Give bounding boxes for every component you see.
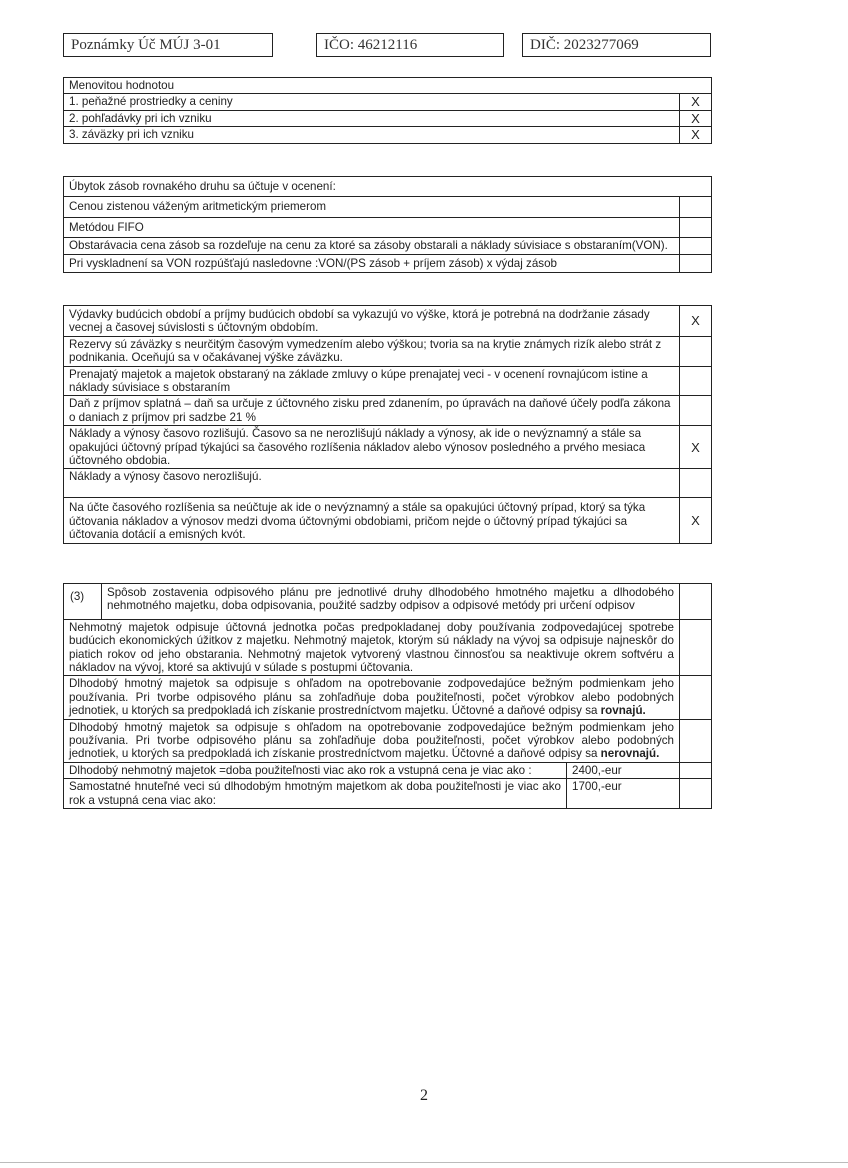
empty-cell xyxy=(680,779,712,809)
table-row xyxy=(64,217,712,237)
empty-cell xyxy=(680,762,712,778)
table-row xyxy=(64,254,712,272)
table-row xyxy=(64,366,712,396)
row-mark xyxy=(680,469,712,498)
tangible-asset-unequal-body: Dlhodobý hmotný majetok sa odpisuje s ohľadom na opotrebovanie zodpovedajúce bežným podmienkam jeho používania. Pri tvorbe odpisového plánu sa zohľadňuje doba použiteľnosti, počet výrobkov alebo podobných jednotiek, u ktorých sa predpokladá ich získanie prostredníctvom majetku. Účtovné a daňové odpisy sa xyxy=(69,720,674,761)
notes-label: Poznámky Úč MÚJ 3-01 xyxy=(71,37,221,53)
table-row xyxy=(64,336,712,366)
intangible-asset-text: Nehmotný majetok odpisuje účtovná jednotka počas predpokladanej doby používania zodpovedajúcej spotrebe budúcich ekonomických úžitkov z majetku. Nehmotný majetok, ktorým sú náklady na vývoj sa odpisuje najneskôr do piatich rokov od jeho obstarania. Nehmotný majetok vytvorený vlastnou činnosťou sa neaktivuje okrem softvéru a nákladov na vývoj, ktoré sa aktivujú v súlade s postupmi účtovania. xyxy=(64,619,680,676)
row-text: Náklady a výnosy časovo rozlišujú. Časovo sa ne nerozlišujú náklady a výnosy, ak ide o nevýznamný a stále sa opakujúci účtovný prípad týkajúci sa časového rozlíšenia nákladov alebo výnosov posledného a prvého mesiaca účtovného obdobia. xyxy=(64,426,680,469)
row-mark xyxy=(680,366,712,396)
row-text: Výdavky budúcich období a príjmy budúcich období sa vykazujú vo výške, ktorá je potrebná na dodržanie zásady vecnej a časovej súvislosti s účtovným obdobím. xyxy=(64,306,680,337)
accounting-policies-table xyxy=(63,305,712,544)
table-row xyxy=(64,762,712,778)
notes-label-box xyxy=(63,33,273,57)
ico-box xyxy=(316,33,504,57)
tangible-asset-unequal-text xyxy=(64,719,680,762)
row-mark: X xyxy=(680,127,712,143)
row-text: Metódou FIFO xyxy=(64,217,680,237)
intangible-limit-value: 2400,-eur xyxy=(567,762,680,778)
row-mark: X xyxy=(680,498,712,543)
row-mark xyxy=(680,254,712,272)
row-text: Rezervy sú záväzky s neurčitým časovým vymedzením alebo výškou; tvoria sa na krytie známych rizík alebo strát z podnikania. Oceňujú sa v očakávanej výške záväzku. xyxy=(64,336,680,366)
table-row xyxy=(64,110,712,126)
row-text: Cenou zistenou váženým aritmetickým priemerom xyxy=(64,197,680,217)
row-text: 2. pohľadávky pri ich vzniku xyxy=(64,110,680,126)
table-row xyxy=(64,306,712,337)
row-text: Daň z príjmov splatná – daň sa určuje z účtovného zisku pred zdanením, po úpravách na daňové účely podľa zákona o daniach z príjmov pri sadzbe 21 % xyxy=(64,396,680,426)
empty-cell xyxy=(680,619,712,676)
movable-limit-value: 1700,-eur xyxy=(567,779,680,809)
table-row xyxy=(64,676,712,719)
row-text: 1. peňažné prostriedky a ceniny xyxy=(64,94,680,110)
row-text: Obstarávacia cena zásob sa rozdeľuje na cenu za ktoré sa zásoby obstarali a náklady súvisiace s obstaraním(VON). xyxy=(64,238,680,254)
row-text: Na účte časového rozlíšenia sa neúčtuje ak ide o nevýznamný a stále sa opakujúci účtovný prípad, ktorý sa týka účtovania nákladov a výnosov medzi dvoma účtovnými obdobiami, pričom nejde o účtovný prípad týkajúci sa účtovania dotácií a emisných kvót. xyxy=(64,498,680,543)
row-text: Pri vyskladnení sa VON rozpúšťajú nasledovne :VON/(PS zásob + príjem zásob) x výdaj zásob xyxy=(64,254,680,272)
table-title: Úbytok zásob rovnakého druhu sa účtuje v ocenení: xyxy=(64,177,712,197)
row-mark: X xyxy=(680,426,712,469)
row-mark: X xyxy=(680,94,712,110)
row-mark xyxy=(680,217,712,237)
table-row xyxy=(64,238,712,254)
dic-box xyxy=(522,33,711,57)
table-row xyxy=(64,426,712,469)
ico-label: IČO: 46212116 xyxy=(324,37,418,53)
nominal-value-table xyxy=(63,77,712,144)
table-title: Menovitou hodnotou xyxy=(64,78,712,94)
empty-cell xyxy=(680,676,712,719)
tangible-asset-equal-bold: rovnajú. xyxy=(600,704,646,718)
table-row xyxy=(64,779,712,809)
section-number: (3) xyxy=(64,584,102,620)
dic-label: DIČ: 2023277069 xyxy=(530,37,639,53)
section-header-row xyxy=(64,584,712,620)
table-row xyxy=(64,719,712,762)
intangible-limit-text: Dlhodobý nehmotný majetok =doba použiteľnosti viac ako rok a vstupná cena je viac ako : xyxy=(64,762,567,778)
row-text: Náklady a výnosy časovo nerozlišujú. xyxy=(64,469,680,498)
inventory-valuation-table xyxy=(63,176,712,273)
table-row xyxy=(64,469,712,498)
movable-limit-text: Samostatné hnuteľné veci sú dlhodobým hmotným majetkom ak doba použiteľnosti je viac ako rok a vstupná cena viac ako: xyxy=(64,779,567,809)
tangible-asset-equal-body: Dlhodobý hmotný majetok sa odpisuje s ohľadom na opotrebovanie zodpovedajúce bežným podmienkam jeho používania. Pri tvorbe odpisového plánu sa zohľadňuje doba použiteľnosti, počet výrobkov alebo podobných jednotiek, u ktorých sa predpokladá ich získanie prostredníctvom majetku. Účtovné a daňové odpisy sa xyxy=(69,677,674,718)
row-mark: X xyxy=(680,306,712,337)
tangible-asset-equal-text xyxy=(64,676,680,719)
row-text: 3. záväzky pri ich vzniku xyxy=(64,127,680,143)
table-row xyxy=(64,396,712,426)
row-mark xyxy=(680,238,712,254)
row-mark xyxy=(680,396,712,426)
table-row xyxy=(64,619,712,676)
page-number: 2 xyxy=(420,1087,428,1104)
empty-cell xyxy=(680,584,712,620)
table-row xyxy=(64,94,712,110)
table-row xyxy=(64,197,712,217)
row-mark: X xyxy=(680,110,712,126)
row-text: Prenajatý majetok a majetok obstaraný na základe zmluvy o kúpe prenajatej veci - v ocenení rovnajúcom istine a náklady súvisiace s obstaraním xyxy=(64,366,680,396)
row-mark xyxy=(680,336,712,366)
depreciation-plan-table xyxy=(63,583,712,809)
section-title: Spôsob zostavenia odpisového plánu pre jednotlivé druhy dlhodobého hmotného majetku a dlhodobého nehmotného majetku, doba odpisovania, použité sadzby odpisov a odpisové metódy pri určení odpisov xyxy=(102,584,680,620)
table-row xyxy=(64,498,712,543)
table-row xyxy=(64,127,712,143)
row-mark xyxy=(680,197,712,217)
empty-cell xyxy=(680,719,712,762)
bottom-edge-line xyxy=(0,1162,848,1163)
tangible-asset-unequal-bold: nerovnajú. xyxy=(600,747,660,761)
